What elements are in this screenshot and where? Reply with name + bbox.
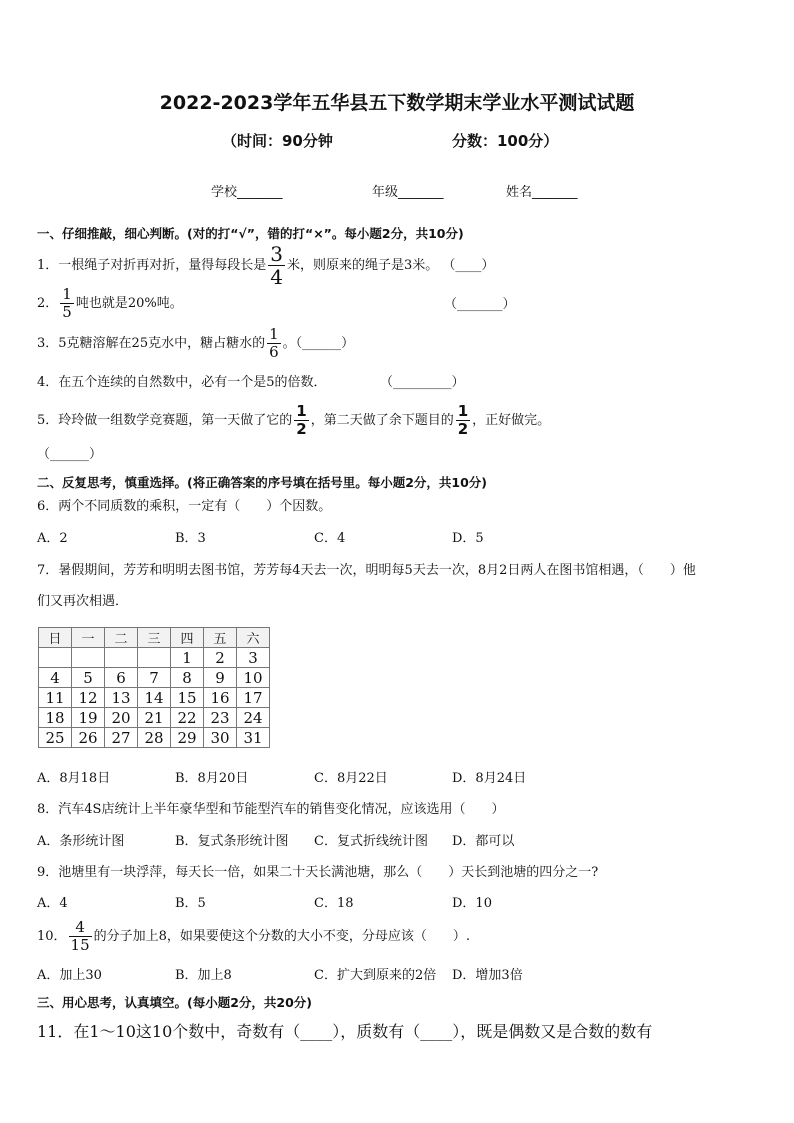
q10-fraction (69, 920, 92, 953)
calendar-cell: 9 (204, 668, 237, 688)
q5-fraction-2 (456, 404, 470, 437)
calendar-cell (138, 648, 171, 668)
q10-denominator: 15 (70, 936, 90, 954)
q10-option-b: B．加上8 (175, 968, 232, 983)
exam-time: （时间：90分钟 (222, 132, 333, 150)
q10-text: 的分子加上8，如果要使这个分数的大小不变，分母应该（ ）. (93, 929, 471, 944)
calendar-cell: 28 (138, 728, 171, 748)
q8-option-a: A．条形统计图 (37, 834, 125, 849)
calendar-cell: 30 (204, 728, 237, 748)
q5-fraction-1 (294, 404, 308, 437)
calendar-cell: 26 (72, 728, 105, 748)
q7-option-b: B．8月20日 (175, 771, 249, 786)
q8-option-c: C．复式折线统计图 (314, 834, 428, 849)
question-1 (37, 244, 494, 287)
q5-denominator-2: 2 (457, 420, 469, 438)
q3-denominator: 6 (269, 343, 279, 361)
page-title: 2022-2023学年五华县五下数学期末学业水平测试试题 (159, 92, 635, 114)
q8-option-b: B．复式条形统计图 (175, 834, 289, 849)
q9-option-d: D．10 (452, 896, 492, 911)
q2-text: 吨也就是20%吨。 (75, 296, 183, 311)
q7-option-d: D．8月24日 (452, 771, 527, 786)
q1-numerator: 3 (270, 242, 284, 266)
q4-answer-blank: （_________） (380, 375, 465, 390)
section-2-heading: 二、反复思考，慎重选择。(将正确答案的序号填在括号里。每小题2分，共10分) (37, 475, 488, 490)
question-7-line-1: 7．暑假期间，芳芳和明明去图书馆，芳芳每4天去一次，明明每5天去一次，8月2日两人在图书馆相遇，（ ）他 (37, 563, 696, 578)
calendar-row (39, 728, 270, 748)
q6-option-a: A．2 (37, 531, 68, 546)
q5-text-b: ，第二天做了余下题目的 (310, 413, 454, 428)
calendar-cell: 25 (39, 728, 72, 748)
calendar-cell: 13 (105, 688, 138, 708)
q10-option-d: D．增加3倍 (452, 968, 523, 983)
q10-option-c: C．扩大到原来的2倍 (314, 968, 437, 983)
q3-text-b: 。（______） (282, 336, 355, 351)
calendar-cell (105, 648, 138, 668)
q10-option-a: A．加上30 (37, 968, 102, 983)
q9-option-c: C．18 (314, 896, 354, 911)
q1-fraction (268, 244, 285, 287)
q6-option-c: C．4 (314, 531, 346, 546)
calendar-header: 四 (171, 628, 204, 648)
calendar-cell: 17 (237, 688, 270, 708)
q10-numerator: 4 (69, 920, 92, 937)
calendar-cell (72, 648, 105, 668)
q6-option-d: D．5 (452, 531, 484, 546)
q2-numerator: 1 (62, 285, 72, 303)
section-1-heading: 一、仔细推敲，细心判断。(对的打“√”，错的打“×”。每小题2分，共10分) (37, 226, 464, 241)
section-3-heading: 三、用心思考，认真填空。(每小题2分，共20分) (37, 995, 313, 1010)
calendar-row (39, 648, 270, 668)
calendar-cell: 18 (39, 708, 72, 728)
q2-answer-blank: （_______） (444, 297, 516, 312)
q5-text-a: 5．玲玲做一组数学竞赛题，第一天做了它的 (37, 413, 293, 428)
calendar-header: 五 (204, 628, 237, 648)
calendar-cell: 21 (138, 708, 171, 728)
calendar-cell: 4 (39, 668, 72, 688)
q1-denominator: 4 (270, 265, 284, 289)
question-3 (37, 327, 354, 360)
calendar-cell: 2 (204, 648, 237, 668)
q9-option-a: A．4 (37, 896, 68, 911)
calendar-cell: 22 (171, 708, 204, 728)
q2-fraction (60, 287, 74, 320)
q7-option-a: A．8月18日 (37, 771, 111, 786)
calendar-cell: 11 (39, 688, 72, 708)
question-11: 11．在1～10这10个数中，奇数有（____），质数有（____），既是偶数又是合数的数有 (37, 1022, 653, 1041)
q2-denominator: 5 (62, 303, 72, 321)
calendar-row (39, 708, 270, 728)
q7-option-c: C．8月22日 (314, 771, 388, 786)
calendar-cell: 31 (237, 728, 270, 748)
calendar-header: 六 (237, 628, 270, 648)
q1-text-b: 米，则原来的绳子是3米。 （____） (287, 258, 495, 273)
calendar-cell: 14 (138, 688, 171, 708)
q9-option-b: B．5 (175, 896, 206, 911)
calendar-cell: 10 (237, 668, 270, 688)
calendar-cell: 1 (171, 648, 204, 668)
calendar-cell: 19 (72, 708, 105, 728)
question-8: 8．汽车4S店统计上半年豪华型和节能型汽车的销售变化情况，应该选用（ ） (37, 802, 505, 817)
calendar-cell: 7 (138, 668, 171, 688)
question-7-line-2: 们又再次相遇． (37, 594, 129, 609)
calendar-cell: 12 (72, 688, 105, 708)
calendar-cell: 16 (204, 688, 237, 708)
q5-answer-blank: （______） (37, 447, 103, 462)
calendar-row (39, 668, 270, 688)
exam-score: 分数：100分） (452, 132, 559, 150)
calendar-cell: 24 (237, 708, 270, 728)
question-10 (37, 920, 470, 953)
q2-num-label: 2． (37, 296, 59, 311)
question-9: 9．池塘里有一块浮萍，每天长一倍，如果二十天长满池塘，那么（ ）天长到池塘的四分之一? (37, 865, 599, 880)
calendar-header: 二 (105, 628, 138, 648)
q5-numerator-2: 1 (457, 402, 469, 420)
q5-numerator-1: 1 (296, 402, 307, 420)
calendar-cell: 5 (72, 668, 105, 688)
calendar-cell: 20 (105, 708, 138, 728)
calendar-header: 日 (39, 628, 72, 648)
calendar-table (38, 627, 270, 748)
question-6: 6．两个不同质数的乘积，一定有（ ）个因数。 (37, 499, 332, 514)
calendar-cell: 23 (204, 708, 237, 728)
q3-fraction (267, 327, 281, 360)
calendar-cell: 15 (171, 688, 204, 708)
question-4: 4．在五个连续的自然数中，必有一个是5的倍数． (37, 375, 327, 390)
q8-option-d: D．都可以 (452, 834, 515, 849)
calendar-cell: 3 (237, 648, 270, 668)
calendar-header-row (39, 628, 270, 648)
calendar-cell: 27 (105, 728, 138, 748)
q1-text-a: 1．一根绳子对折再对折，量得每段长是 (37, 258, 267, 273)
calendar-header: 一 (72, 628, 105, 648)
calendar-cell: 29 (171, 728, 204, 748)
q10-num-label: 10． (37, 929, 67, 944)
q3-text-a: 3．5克糖溶解在25克水中，糖占糖水的 (37, 336, 266, 351)
q5-denominator-1: 2 (296, 420, 307, 438)
q5-text-c: ，正好做完。 (472, 413, 551, 428)
calendar-row (39, 688, 270, 708)
name-field: 姓名_______ (506, 185, 578, 200)
question-2 (37, 287, 183, 320)
school-field: 学校_______ (211, 185, 283, 200)
grade-field: 年级_______ (372, 185, 444, 200)
calendar-header: 三 (138, 628, 171, 648)
calendar-cell (39, 648, 72, 668)
calendar-cell: 6 (105, 668, 138, 688)
calendar-cell: 8 (171, 668, 204, 688)
q3-numerator: 1 (269, 325, 279, 343)
question-5 (37, 404, 550, 437)
q6-option-b: B．3 (175, 531, 206, 546)
